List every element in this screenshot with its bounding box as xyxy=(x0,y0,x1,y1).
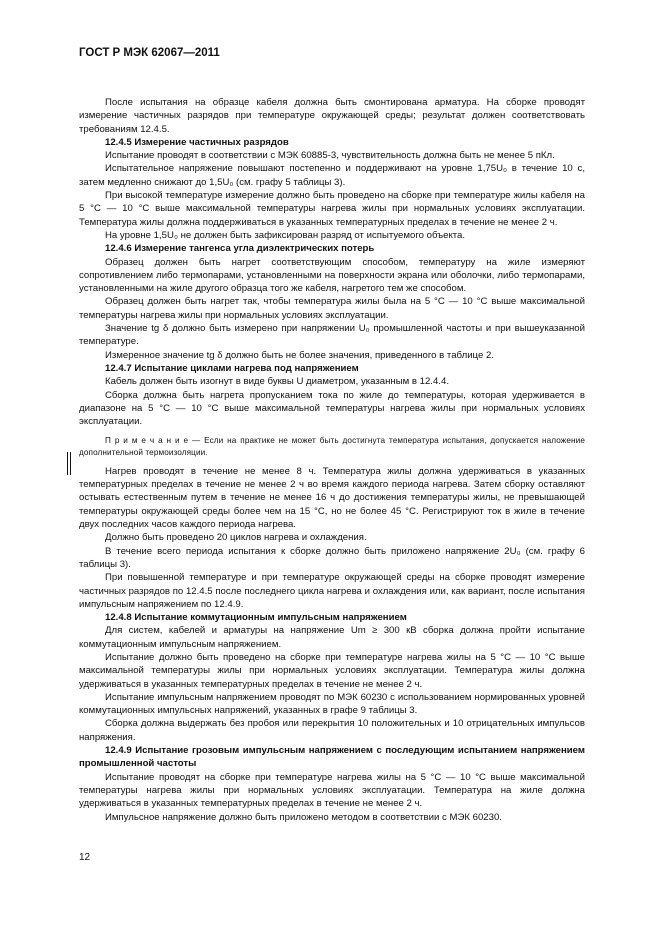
body-paragraph: Для систем, кабелей и арматуры на напряжение Um ≥ 300 кВ сборка должна пройти испытание коммутационным импульсным напряжением. xyxy=(79,625,585,650)
section-heading: 12.4.5 Измерение частичных разрядов xyxy=(105,136,289,148)
body-paragraph: Образец должен быть нагрет так, чтобы температура жилы была на 5 °С — 10 °С выше максимальной температуры нагрева жилы при нормальных условиях эксплуатации. xyxy=(79,296,585,321)
note-paragraph: П р и м е ч а н и е — Если на практике не может быть достигнута температура испытания, допускается наложение дополнительной термоизоляции. xyxy=(79,436,585,457)
body-paragraph: Кабель должен быть изогнут в виде буквы U диаметром, указанным в 12.4.4. xyxy=(105,376,449,388)
body-paragraph: Измеренное значение tg δ должно быть не более значения, приведенного в таблице 2. xyxy=(105,349,494,361)
body-paragraph: Должно быть проведено 20 циклов нагрева и охлаждения. xyxy=(105,532,367,544)
section-heading: 12.4.6 Измерение тангенса угла диэлектрических потерь xyxy=(105,243,375,255)
body-paragraph: Образец должен быть нагрет соответствующим способом, температуру на жиле измеряют сопротивлением либо термопарами, установленными на поверхности экрана или оболочки, либо термопарами, установленными на жиле другого образца того же кабеля, нагретого тем же способом. xyxy=(79,256,585,295)
body-paragraph: При повышенной температуре и при температуре окружающей среды на сборке проводят измерение частичных разрядов по 12.4.5 после последнего цикла нагрева и охлаждения или, как вариант, после испытания импульсным напряжением по 12.4.9. xyxy=(79,572,585,610)
page-number: 12 xyxy=(79,852,91,863)
body-paragraph: Испытание должно быть проведено на сборке при температуре нагрева жилы на 5 °С — 10 °С выше максимальной температуры жилы при нормальных условиях эксплуатации. Температура жилы должна удерживаться в указанных температурных пределах в течение не менее 2 ч. xyxy=(79,651,585,690)
change-marker-bars xyxy=(67,452,71,475)
body-paragraph: В течение всего периода испытания к сборке должно быть приложено напряжение 2U₀ (см. графу 6 таблицы 3). xyxy=(79,545,585,570)
body-paragraph: Испытательное напряжение повышают постепенно и поддерживают на уровне 1,75U₀ в течение 10 с, затем медленно снижают до 1,5U₀ (см. графу 5 таблицы 3). xyxy=(79,163,585,188)
body-paragraph: Испытание импульсным напряжением проводят по МЭК 60230 с использованием нормированных уровней коммутационных импульсных напряжений, указанных в графе 9 таблицы 3. xyxy=(79,691,585,717)
body-paragraph: После испытания на образце кабеля должна быть смонтирована арматура. На сборке проводят измерение частичных разрядов при температуре окружающей среды; результат должен соответствовать требованиям 12.4.5. xyxy=(79,97,585,135)
body-paragraph: Нагрев проводят в течение не менее 8 ч. Температура жилы должна удерживаться в указанных температурных пределах в течение не менее 2 ч во время каждого периода нагрева. Затем сборку оставляют остывать естественным путем в течение не менее 16 ч до достижения температуры жилы, не превышающей температуры окружающей среды более чем на 15 °С, но не более 45 °С. Регистрируют ток в жиле в течение двух последних часов каждого периода нагрева. xyxy=(79,465,585,531)
section-heading: 12.4.7 Испытание циклами нагрева под напряжением xyxy=(105,362,359,374)
body-paragraph: Значение tg δ должно быть измерено при напряжении U₀ промышленной частоты и при вышеуказанной температуре. xyxy=(79,323,585,348)
section-heading: 12.4.9 Испытание грозовым импульсным напряжением с последующим испытанием напряжением промышленной частоты xyxy=(79,745,585,770)
document-header: ГОСТ Р МЭК 62067—2011 xyxy=(79,47,220,59)
section-heading: 12.4.8 Испытание коммутационным импульсным напряжением xyxy=(105,612,407,624)
body-paragraph: Сборка должна выдержать без пробоя или перекрытия 10 положительных и 10 отрицательных импульсов напряжения. xyxy=(79,718,585,743)
body-paragraph: На уровне 1,5U₀ не должен быть зафиксирован разряд от испытуемого объекта. xyxy=(105,229,466,241)
body-paragraph: При высокой температуре измерение должно быть проведено на сборке при температуре жилы кабеля на 5 °С — 10 °С выше максимальной температуры нагрева жилы при нормальных условиях эксплуатации. Температура жилы должна поддерживаться в указанных температурных пределах в течение не менее 2 ч. xyxy=(79,190,585,228)
body-paragraph: Сборка должна быть нагрета пропусканием тока по жиле до температуры, которая удерживается в диапазоне на 5 °С — 10 °С выше максимальной температуры нагрева жилы при нормальных условиях эксплуатации. xyxy=(79,389,585,428)
body-paragraph: Импульсное напряжение должно быть приложено методом в соответствии с МЭК 60230. xyxy=(105,811,502,823)
page-body xyxy=(79,96,585,824)
body-paragraph: Испытание проводят в соответствии с МЭК 60885-3, чувствительность должна быть не менее 5 пКл. xyxy=(105,150,555,162)
body-paragraph: Испытание проводят на сборке при температуре нагрева жилы на 5 °С — 10 °С выше максимальной температуры нагрева жилы при нормальных условиях эксплуатации. Температура на жиле должна удерживаться в указанных температурных пределах в течение не менее 2 ч. xyxy=(79,771,585,810)
